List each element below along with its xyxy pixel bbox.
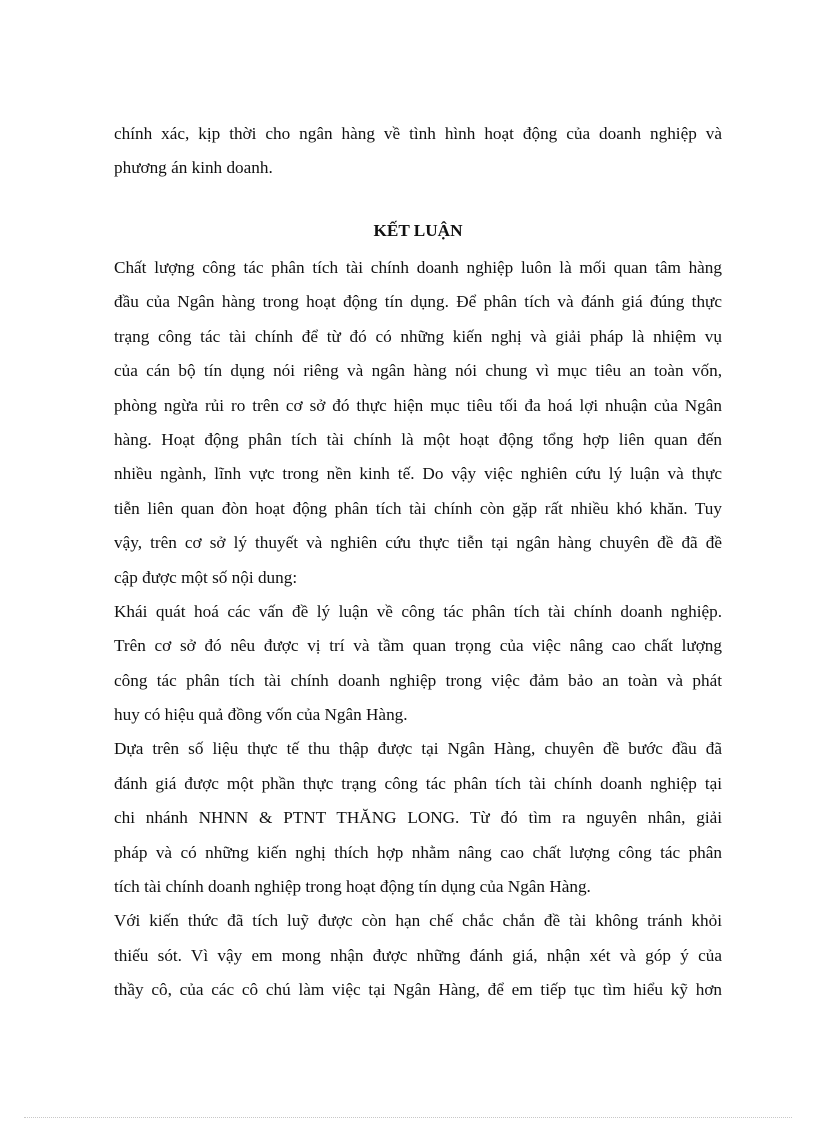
body-line-16: đánh giá được một phần thực trạng công tác phân tích tài chính doanh nghiệp tại	[114, 773, 722, 793]
body-line-5: phòng ngừa rủi ro trên cơ sở đó thực hiện mục tiêu tối đa hoá lợi nhuận của Ngân	[114, 395, 722, 415]
body-line-10: cập được một số nội dung:	[114, 567, 298, 587]
section-heading	[0, 216, 816, 246]
intro-line-2: phương án kinh doanh.	[114, 158, 273, 178]
body-line-22: thầy cô, của các cô chú làm việc tại Ngân Hàng, để em tiếp tục tìm hiểu kỹ hơn	[114, 980, 722, 1000]
body-line-2: đầu của Ngân hàng trong hoạt động tín dụng. Để phân tích và đánh giá đúng thực	[114, 292, 722, 312]
body-line-21: thiếu sót. Vì vậy em mong nhận được những đánh giá, nhận xét và góp ý của	[114, 945, 722, 965]
body-line-18: pháp và có những kiến nghị thích hợp nhằm nâng cao chất lượng công tác phân	[114, 842, 722, 862]
intro-paragraph	[114, 117, 722, 186]
body-line-15: Dựa trên số liệu thực tế thu thập được tại Ngân Hàng, chuyên đề bước đầu đã	[114, 739, 722, 759]
body-line-8: tiễn liên quan đòn hoạt động phân tích tài chính còn gặp rất nhiều khó khăn. Tuy	[114, 498, 722, 518]
body-line-12: Trên cơ sở đó nêu được vị trí và tầm quan trọng của việc nâng cao chất lượng	[114, 636, 722, 656]
body-line-4: của cán bộ tín dụng nói riêng và ngân hàng nói chung vì mục tiêu an toàn vốn,	[114, 361, 722, 381]
body-line-7: nhiều ngành, lĩnh vực trong nền kinh tế. Do vậy việc nghiên cứu lý luận và thực	[114, 464, 722, 484]
body-line-13: công tác phân tích tài chính doanh nghiệp trong việc đảm bảo an toàn và phát	[114, 670, 722, 690]
body-line-9: vậy, trên cơ sở lý thuyết và nghiên cứu thực tiễn tại ngân hàng chuyên đề đã đề	[114, 533, 722, 553]
intro-line-1: chính xác, kịp thời cho ngân hàng về tình hình hoạt động của doanh nghiệp và	[114, 124, 722, 143]
body-line-11: Khái quát hoá các vấn đề lý luận về công tác phân tích tài chính doanh nghiệp.	[114, 601, 722, 621]
body-line-17: chi nhánh NHNN & PTNT THĂNG LONG. Từ đó tìm ra nguyên nhân, giải	[114, 808, 722, 828]
body-line-6: hàng. Hoạt động phân tích tài chính là một hoạt động tổng hợp liên quan đến	[114, 429, 722, 449]
footer-divider	[24, 1117, 792, 1118]
body-line-14: huy có hiệu quả đồng vốn của Ngân Hàng.	[114, 705, 408, 725]
body-line-20: Với kiến thức đã tích luỹ được còn hạn chế chắc chắn đề tài không tránh khỏi	[114, 911, 722, 931]
heading-text: KẾT LUẬN	[373, 221, 463, 240]
body-line-1: Chất lượng công tác phân tích tài chính doanh nghiệp luôn là mối quan tâm hàng	[114, 258, 722, 277]
body-line-19: tích tài chính doanh nghiệp trong hoạt động tín dụng của Ngân Hàng.	[114, 877, 591, 897]
body-line-3: trạng công tác tài chính để từ đó có những kiến nghị và giải pháp là nhiệm vụ	[114, 326, 722, 346]
conclusion-body	[114, 251, 722, 1008]
